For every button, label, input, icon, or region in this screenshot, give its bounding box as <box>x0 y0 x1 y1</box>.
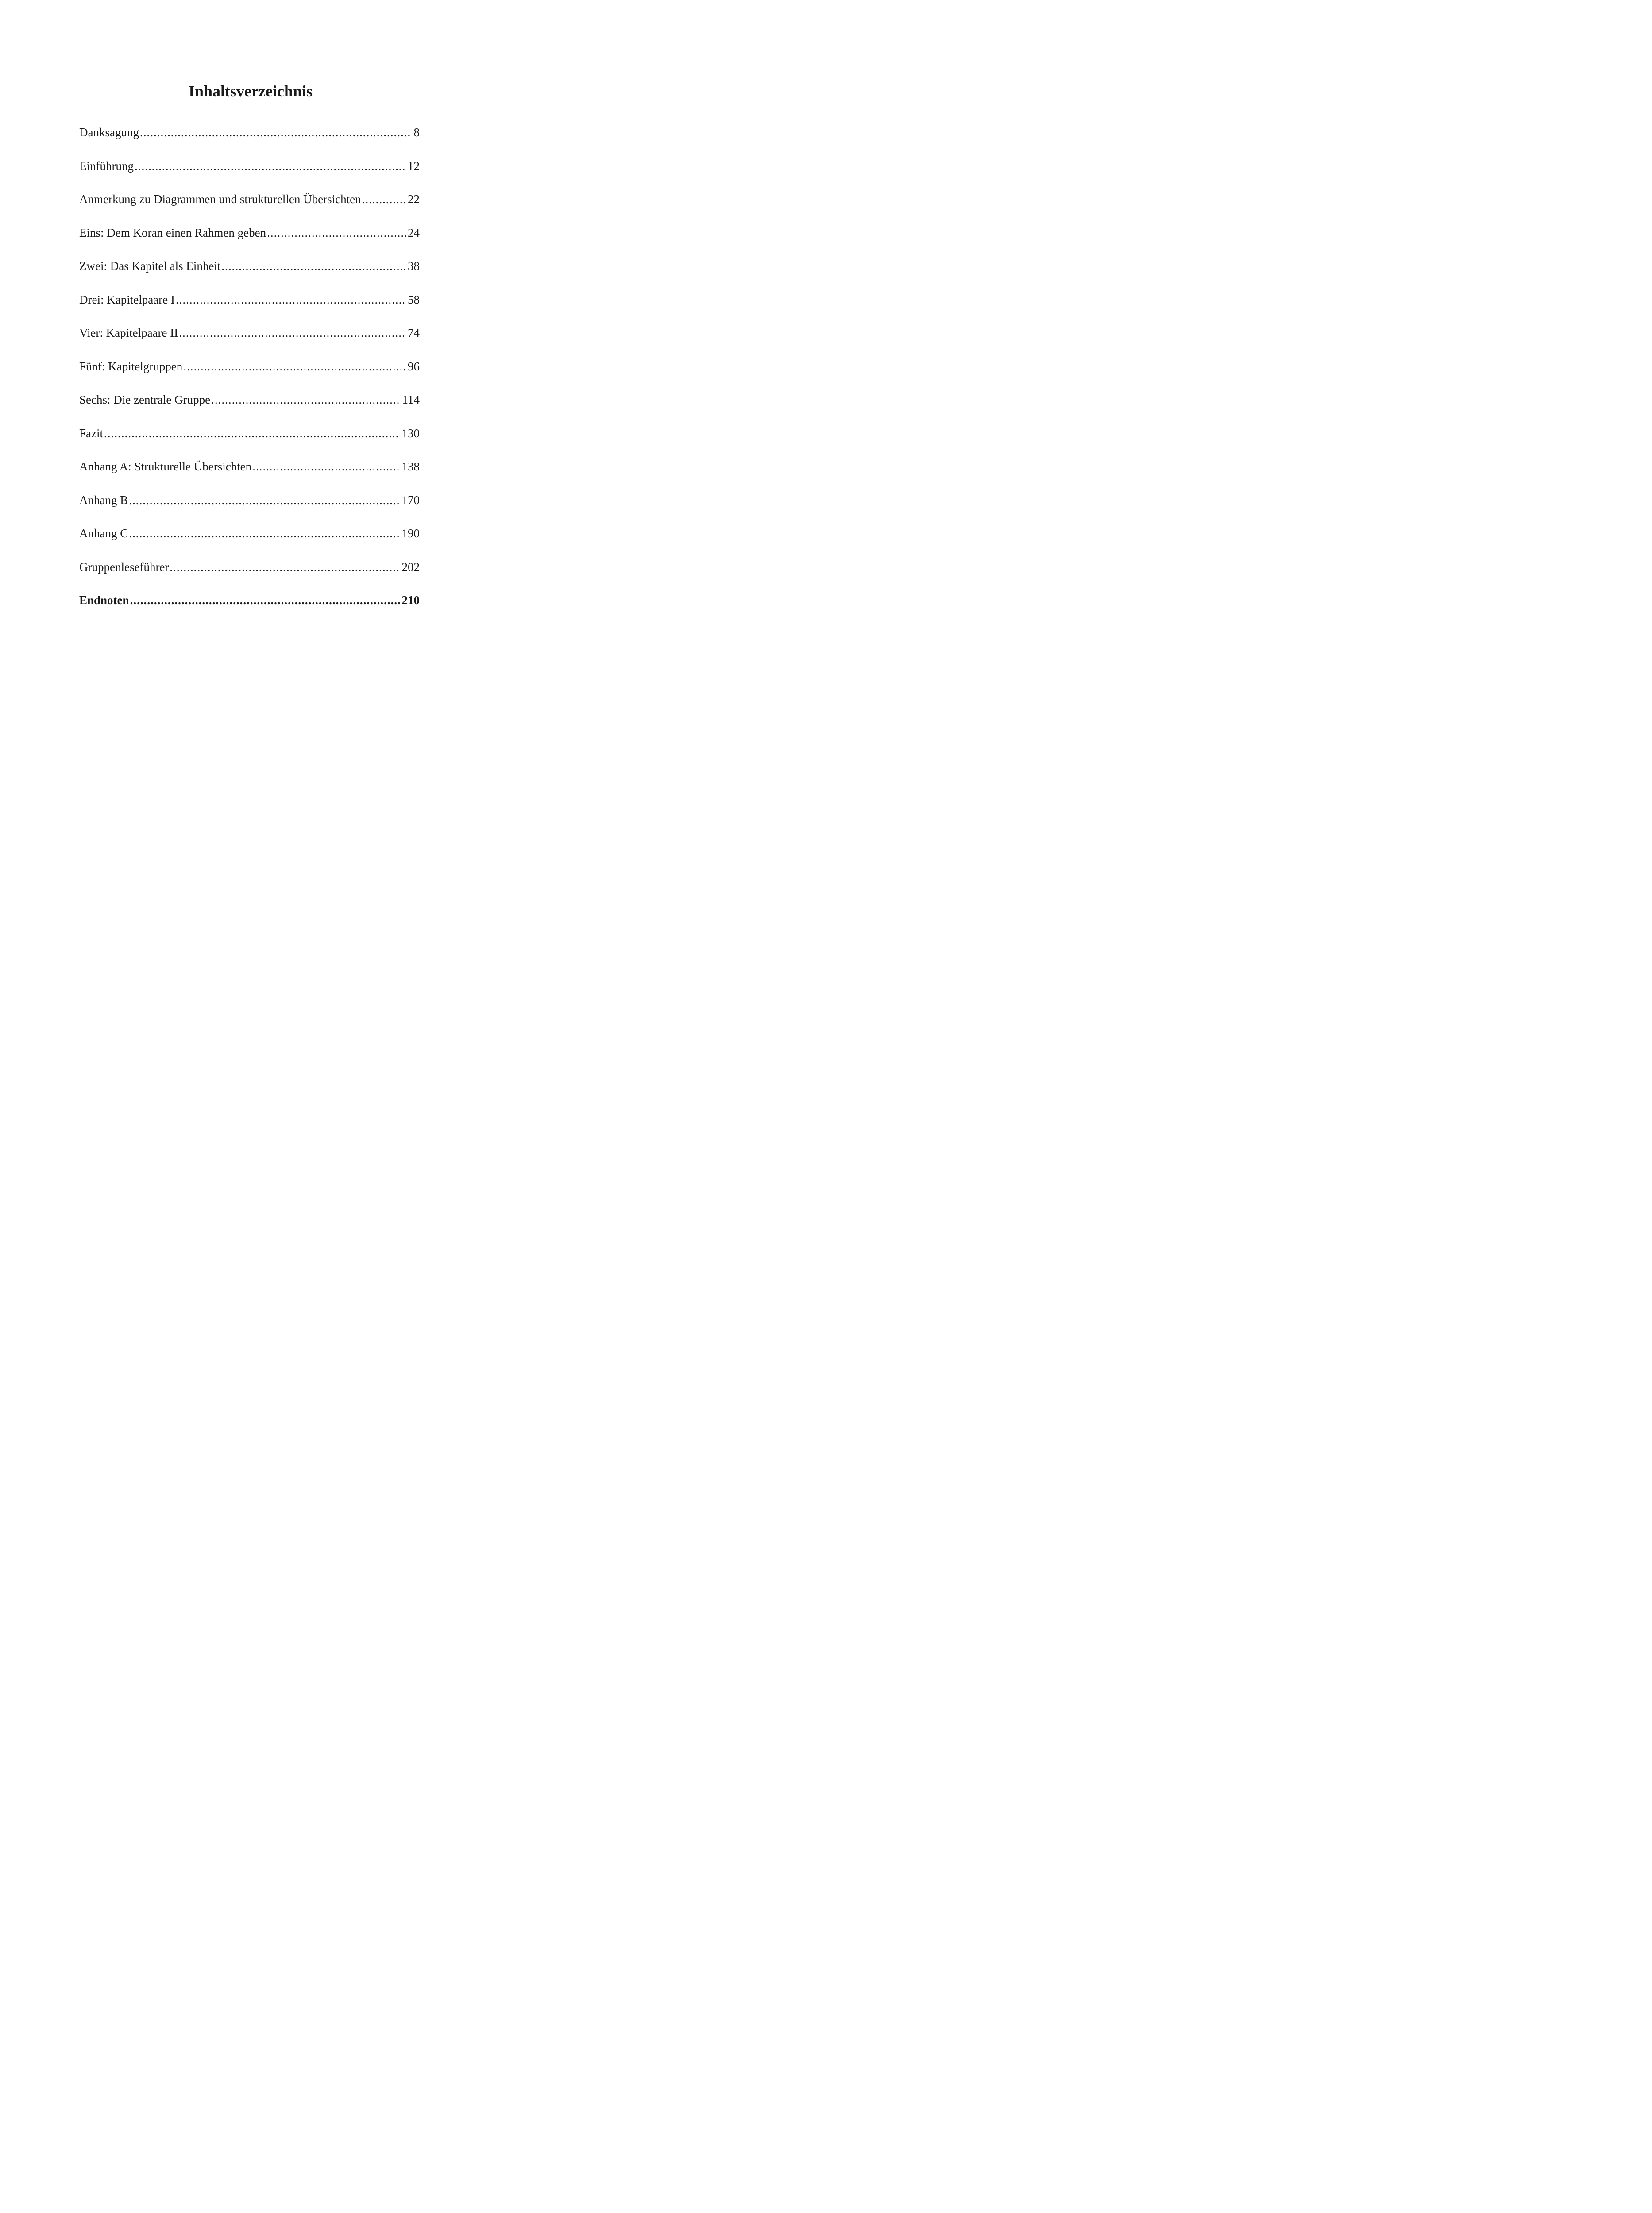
toc-entry[interactable] <box>79 124 420 158</box>
toc-entry[interactable] <box>79 292 420 325</box>
toc-entry-label: Anhang C <box>79 527 128 540</box>
toc-dot-leader <box>252 459 400 474</box>
toc-entry[interactable] <box>79 592 420 626</box>
table-of-contents <box>79 124 420 626</box>
toc-entry[interactable] <box>79 425 420 459</box>
toc-entry-page: 12 <box>408 159 420 173</box>
toc-entry-label: Eins: Dem Koran einen Rahmen geben <box>79 226 266 239</box>
toc-entry-label: Sechs: Die zentrale Gruppe <box>79 393 211 406</box>
toc-entry-page: 8 <box>413 126 420 139</box>
toc-entry-label: Anmerkung zu Diagrammen und strukturellen Übersichten <box>79 193 361 206</box>
toc-dot-leader <box>179 325 406 341</box>
toc-entry-label: Fünf: Kapitelgruppen <box>79 359 183 373</box>
toc-entry[interactable] <box>79 559 420 593</box>
toc-dot-leader <box>221 258 406 274</box>
toc-entry[interactable] <box>79 225 420 258</box>
toc-dot-leader <box>176 292 406 308</box>
toc-entry-page: 22 <box>408 193 420 206</box>
toc-entry[interactable] <box>79 392 420 425</box>
toc-entry-label: Endnoten <box>79 594 129 607</box>
toc-entry-page: 24 <box>408 226 420 239</box>
toc-entry-label: Vier: Kapitelpaare II <box>79 326 178 339</box>
toc-entry-page: 38 <box>408 259 420 273</box>
toc-dot-leader <box>170 559 400 575</box>
toc-entry[interactable] <box>79 158 420 192</box>
toc-entry-page: 210 <box>401 594 420 607</box>
toc-dot-leader <box>211 392 400 408</box>
toc-entry-page: 96 <box>408 359 420 373</box>
toc-entry-label: Anhang A: Strukturelle Übersichten <box>79 460 252 473</box>
toc-entry-label: Danksagung <box>79 126 139 139</box>
toc-entry-page: 114 <box>402 393 420 406</box>
toc-entry[interactable] <box>79 258 420 292</box>
toc-entry[interactable] <box>79 359 420 392</box>
toc-dot-leader <box>140 124 412 140</box>
toc-dot-leader <box>267 225 406 241</box>
toc-entry-label: Gruppenleseführer <box>79 560 169 574</box>
toc-entry[interactable] <box>79 459 420 492</box>
toc-entry-page: 74 <box>408 326 420 339</box>
toc-entry-page: 138 <box>401 460 420 473</box>
toc-entry-page: 170 <box>401 493 420 507</box>
toc-entry[interactable] <box>79 492 420 526</box>
toc-entry[interactable] <box>79 325 420 359</box>
toc-entry-label: Zwei: Das Kapitel als Einheit <box>79 259 221 273</box>
page-title: Inhaltsverzeichnis <box>188 82 313 100</box>
toc-dot-leader <box>129 492 400 508</box>
toc-entry-label: Fazit <box>79 426 103 440</box>
toc-entry-label: Einführung <box>79 159 134 173</box>
toc-entry-page: 190 <box>401 527 420 540</box>
toc-dot-leader <box>135 158 406 174</box>
toc-entry-page: 130 <box>401 426 420 440</box>
toc-dot-leader <box>130 592 400 608</box>
toc-entry-label: Drei: Kapitelpaare I <box>79 293 175 306</box>
toc-dot-leader <box>104 425 400 441</box>
toc-dot-leader <box>362 191 406 207</box>
toc-dot-leader <box>183 359 406 374</box>
toc-entry[interactable] <box>79 191 420 225</box>
toc-entry-page: 202 <box>401 560 420 574</box>
toc-entry[interactable] <box>79 525 420 559</box>
toc-dot-leader <box>129 525 400 541</box>
toc-entry-page: 58 <box>408 293 420 306</box>
toc-entry-label: Anhang B <box>79 493 128 507</box>
